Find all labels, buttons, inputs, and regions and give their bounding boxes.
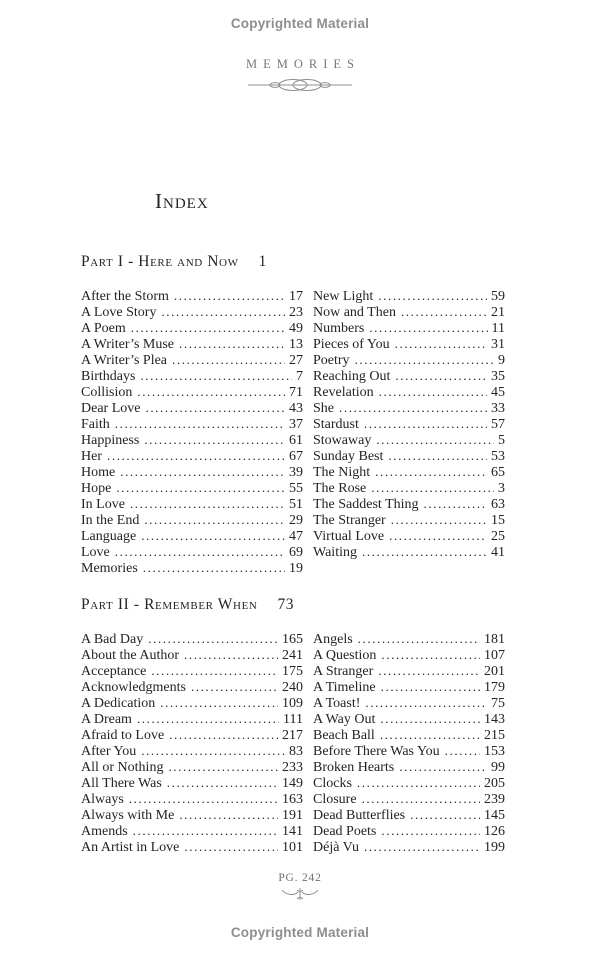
entry-page-number: 21 [491,305,505,320]
entry-title: Stowaway [313,433,372,448]
index-entry [313,544,505,560]
entry-page-number: 11 [491,321,505,336]
dot-leader [137,711,279,728]
entry-page-number: 51 [289,497,303,512]
index-entry [81,663,303,679]
entry-page-number: 233 [282,760,303,775]
entry-title: Poetry [313,353,350,368]
entry-title: Stardust [313,417,359,432]
entry-page-number: 61 [289,433,303,448]
entry-title: Dead Poets [313,824,377,839]
footer-flourish-icon [281,887,319,907]
entry-title: A Question [313,648,377,663]
entry-title: After the Storm [81,289,169,304]
entry-title: Hope [81,481,112,496]
entry-page-number: 23 [289,305,303,320]
dot-leader [380,727,480,744]
dot-leader [184,647,278,664]
entry-title: A Toast! [313,696,361,711]
entry-title: An Artist in Love [81,840,180,855]
index-entry [81,631,303,647]
entry-page-number: 13 [289,337,303,352]
entry-columns [81,631,505,855]
entry-page-number: 240 [282,680,303,695]
dot-leader [143,560,285,577]
dot-leader [129,791,278,808]
entry-page-number: 217 [282,728,303,743]
index-entry [81,464,303,480]
dot-leader [141,528,285,545]
entry-page-number: 67 [289,449,303,464]
index-entry [81,711,303,727]
index-entry [313,791,505,807]
entry-page-number: 153 [484,744,505,759]
dot-leader [362,791,480,808]
dot-leader [378,288,487,305]
entry-page-number: 163 [282,792,303,807]
entry-column [81,631,303,855]
entry-page-number: 37 [289,417,303,432]
index-entry [81,304,303,320]
index-entry [313,823,505,839]
entry-title: Déjà Vu [313,840,359,855]
dot-leader [381,679,480,696]
index-entry [81,480,303,496]
index-entry [313,464,505,480]
dot-leader [357,775,480,792]
entry-columns [81,288,505,576]
dot-leader [365,695,487,712]
index-entry [313,512,505,528]
entry-page-number: 181 [484,632,505,647]
part-heading-text: Part I - Here and Now [81,253,239,270]
index-entry [81,759,303,775]
entry-page-number: 175 [282,664,303,679]
dot-leader [172,352,285,369]
entry-title: Love [81,545,110,560]
dot-leader [380,711,480,728]
entry-title: All or Nothing [81,760,164,775]
index-entry [81,336,303,352]
part-start-page: 73 [277,596,295,613]
entry-page-number: 43 [289,401,303,416]
dot-leader [379,384,487,401]
entry-title: Home [81,465,116,480]
entry-page-number: 71 [289,385,303,400]
page-number-label: PG. 242 [278,872,322,884]
entry-title: Before There Was You [313,744,440,759]
index-entry [313,631,505,647]
dot-leader [144,512,285,529]
index-entry [313,775,505,791]
entry-title: Always [81,792,124,807]
index-entry [81,496,303,512]
index-entry [81,432,303,448]
entry-title: A Writer’s Plea [81,353,168,368]
index-entry [81,679,303,695]
index-entry [313,400,505,416]
entry-title: Pieces of You [313,337,390,352]
index-entry [81,400,303,416]
entry-page-number: 83 [289,744,303,759]
entry-title: Dead Butterflies [313,808,406,823]
index-entry [81,288,303,304]
entry-title: A Bad Day [81,632,144,647]
entry-page-number: 179 [484,680,505,695]
entry-title: Faith [81,417,110,432]
entry-page-number: 205 [484,776,505,791]
dot-leader [184,839,278,856]
dot-leader [161,304,285,321]
entry-page-number: 191 [282,808,303,823]
dot-leader [369,320,487,337]
entry-page-number: 31 [491,337,505,352]
entry-title: Closure [313,792,357,807]
entry-title: Angels [313,632,353,647]
dot-leader [140,368,292,385]
index-entry [313,320,505,336]
entry-title: The Stranger [313,513,386,528]
dot-leader [115,416,285,433]
entry-title: Happiness [81,433,140,448]
entry-title: Reaching Out [313,369,391,384]
dot-leader [391,512,487,529]
copyright-watermark-top: Copyrighted Material [230,16,370,31]
dot-leader [381,647,480,664]
entry-title: Always with Me [81,808,175,823]
index-entry [313,743,505,759]
dot-leader [364,839,480,856]
index-entry [313,384,505,400]
entry-page-number: 101 [282,840,303,855]
dot-leader [339,400,487,417]
part-heading [81,253,505,270]
index-entry [313,480,505,496]
dot-leader [145,400,285,417]
dot-leader [445,743,480,760]
dot-leader [148,631,278,648]
entry-title: A Dedication [81,696,156,711]
index-entry [313,496,505,512]
dot-leader [120,464,285,481]
entry-page-number: 99 [491,760,505,775]
entry-page-number: 141 [282,824,303,839]
entry-page-number: 143 [484,712,505,727]
part-section [81,596,505,855]
index-entry [81,384,303,400]
entry-title: She [313,401,334,416]
entry-title: A Poem [81,321,126,336]
index-entry [313,807,505,823]
index-entry [81,320,303,336]
index-entry [81,807,303,823]
entry-page-number: 65 [491,465,505,480]
index-entry [81,528,303,544]
entry-title: A Love Story [81,305,157,320]
dot-leader [395,336,487,353]
entry-title: A Way Out [313,712,376,727]
index-entry [81,544,303,560]
page-title: Index [155,189,209,213]
entry-page-number: 35 [491,369,505,384]
index-entry [313,448,505,464]
entry-page-number: 39 [289,465,303,480]
index-entry [81,823,303,839]
dot-leader [364,416,487,433]
dot-leader [378,663,480,680]
entry-page-number: 41 [491,545,505,560]
dot-leader [167,775,278,792]
book-title: MEMORIES [246,57,360,71]
entry-page-number: 3 [498,481,505,496]
dot-leader [424,496,487,513]
entry-title: After You [81,744,137,759]
entry-title: Acceptance [81,664,147,679]
index-sections [81,253,505,875]
entry-page-number: 109 [282,696,303,711]
entry-title: Language [81,529,137,544]
header-divider [0,76,600,99]
index-entry [313,711,505,727]
entry-title: Memories [81,561,138,576]
index-entry [81,775,303,791]
entry-page-number: 7 [296,369,303,384]
entry-column [313,631,505,855]
entry-page-number: 53 [491,449,505,464]
dot-leader [399,759,487,776]
dot-leader [169,727,278,744]
dot-leader [151,663,278,680]
copyright-watermark-bottom: Copyrighted Material [230,925,370,940]
part-heading-text: Part II - Remember When [81,596,258,613]
entry-title: A Stranger [313,664,374,679]
dot-leader [355,352,494,369]
dot-leader [160,695,278,712]
index-entry [313,663,505,679]
entry-page-number: 165 [282,632,303,647]
index-entry [313,416,505,432]
entry-title: Broken Hearts [313,760,395,775]
footer-divider [0,887,600,907]
entry-title: Afraid to Love [81,728,165,743]
entry-page-number: 111 [283,712,303,727]
part-section [81,253,505,576]
entry-title: The Night [313,465,371,480]
index-entry [81,368,303,384]
entry-page-number: 19 [289,561,303,576]
index-entry [313,432,505,448]
dot-leader [130,496,285,513]
index-entry [313,368,505,384]
entry-page-number: 55 [289,481,303,496]
entry-column [81,288,303,576]
entry-page-number: 29 [289,513,303,528]
entry-title: Dear Love [81,401,141,416]
entry-page-number: 57 [491,417,505,432]
entry-page-number: 107 [484,648,505,663]
entry-title: About the Author [81,648,179,663]
dot-leader [401,304,487,321]
index-entry [81,743,303,759]
dot-leader [179,336,285,353]
entry-page-number: 25 [491,529,505,544]
entry-page-number: 199 [484,840,505,855]
dot-leader [131,320,285,337]
dot-leader [191,679,278,696]
index-entry [313,695,505,711]
index-entry [81,352,303,368]
index-entry [81,448,303,464]
entry-title: Revelation [313,385,374,400]
entry-page-number: 126 [484,824,505,839]
index-entry [313,288,505,304]
entry-page-number: 9 [498,353,505,368]
entry-page-number: 145 [484,808,505,823]
index-entry [313,839,505,855]
entry-title: A Dream [81,712,132,727]
entry-title: Sunday Best [313,449,384,464]
entry-page-number: 75 [491,696,505,711]
dot-leader [389,528,487,545]
dot-leader [362,544,487,561]
entry-title: Beach Ball [313,728,375,743]
index-entry [81,839,303,855]
entry-title: Clocks [313,776,352,791]
index-entry [313,759,505,775]
dot-leader [395,368,487,385]
part-start-page: 1 [258,253,267,270]
entry-title: Collision [81,385,133,400]
entry-page-number: 63 [491,497,505,512]
index-entry [81,512,303,528]
dot-leader [381,823,480,840]
entry-title: Birthdays [81,369,136,384]
dot-leader [388,448,487,465]
entry-page-number: 201 [484,664,505,679]
entry-page-number: 149 [282,776,303,791]
entry-page-number: 15 [491,513,505,528]
index-entry [81,647,303,663]
index-entry [81,791,303,807]
entry-title: All There Was [81,776,162,791]
entry-title: In the End [81,513,140,528]
dot-leader [144,432,285,449]
entry-column [313,288,505,576]
entry-title: Waiting [313,545,357,560]
entry-title: Numbers [313,321,365,336]
dot-leader [115,544,285,561]
entry-page-number: 47 [289,529,303,544]
index-entry [81,727,303,743]
dot-leader [107,448,285,465]
entry-page-number: 241 [282,648,303,663]
dot-leader [410,807,480,824]
dot-leader [371,480,494,497]
entry-title: New Light [313,289,374,304]
entry-page-number: 49 [289,321,303,336]
entry-title: Acknowledgments [81,680,186,695]
entry-title: Virtual Love [313,529,385,544]
entry-title: Amends [81,824,128,839]
entry-page-number: 69 [289,545,303,560]
entry-page-number: 33 [491,401,505,416]
entry-page-number: 17 [289,289,303,304]
index-entry [313,679,505,695]
entry-title: A Timeline [313,680,376,695]
index-entry [81,560,303,576]
entry-title: A Writer’s Muse [81,337,175,352]
entry-title: The Saddest Thing [313,497,419,512]
dot-leader [375,464,487,481]
dot-leader [174,288,285,305]
index-entry [81,695,303,711]
index-entry [313,647,505,663]
index-entry [313,304,505,320]
dot-leader [179,807,278,824]
dot-leader [376,432,494,449]
index-entry [313,336,505,352]
index-entry [313,352,505,368]
entry-page-number: 239 [484,792,505,807]
entry-page-number: 5 [498,433,505,448]
entry-page-number: 59 [491,289,505,304]
flourish-divider-icon [248,76,352,99]
dot-leader [116,480,285,497]
dot-leader [141,743,285,760]
index-entry [313,727,505,743]
entry-title: Now and Then [313,305,396,320]
dot-leader [137,384,285,401]
index-entry [313,528,505,544]
dot-leader [168,759,278,776]
entry-title: The Rose [313,481,367,496]
entry-title: Her [81,449,102,464]
part-heading [81,596,505,613]
dot-leader [358,631,480,648]
entry-page-number: 45 [491,385,505,400]
entry-title: In Love [81,497,125,512]
entry-page-number: 27 [289,353,303,368]
index-entry [81,416,303,432]
dot-leader [133,823,278,840]
entry-page-number: 215 [484,728,505,743]
